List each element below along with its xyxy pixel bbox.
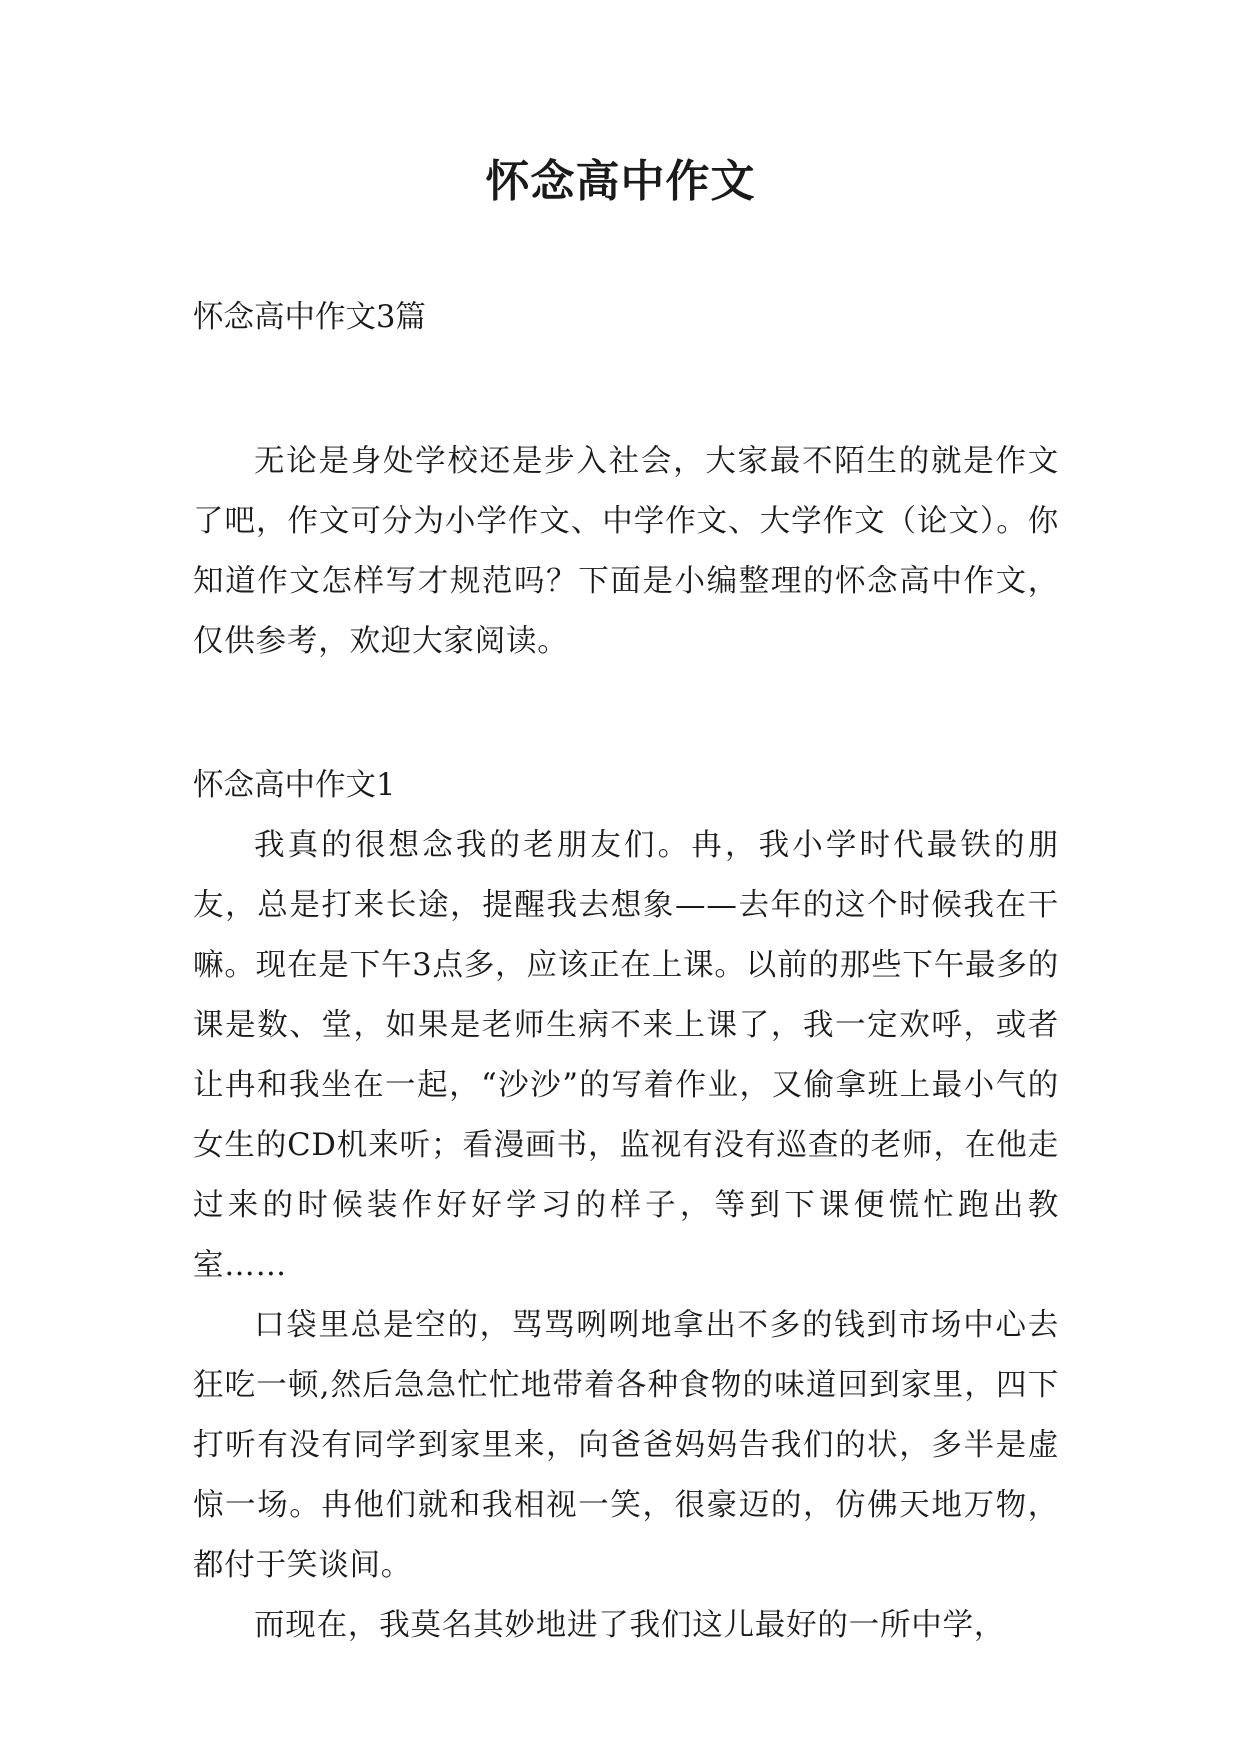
essay-1-paragraph-3: 而现在，我莫名其妙地进了我们这儿最好的一所中学，: [254, 1608, 1006, 1643]
intro-paragraph: 无论是身处学校还是步入社会，大家最不陌生的就是作文了吧，作文可分为小学作文、中学作文、大学作文（论文）。你知道作文怎样写才规范吗？下面是小编整理的怀念高中作文，仅供参考，欢迎大家阅读。: [193, 444, 1059, 659]
essay-1-heading: 怀念高中作文1: [193, 768, 396, 803]
essay-1-paragraph-1: 我真的很想念我的老朋友们。冉，我小学时代最铁的朋友，总是打来长途，提醒我去想象——去年的这个时候我在干嘛。现在是下午3点多，应该正在上课。以前的那些下午最多的课是数、堂，如果是老师生病不来上课了，我一定欢呼，或者让冉和我坐在一起，“沙沙”的写着作业，又偷拿班上最小气的女生的CD机来听；看漫画书，监视有没有巡查的老师，在他走过来的时候装作好好学习的样子，等到下课便慌忙跑出教室……: [193, 828, 1059, 1283]
collection-heading: 怀念高中作文3篇: [193, 300, 426, 335]
spacer: [193, 672, 1059, 756]
document-title: 怀念高中作文: [485, 156, 756, 207]
document-body: [193, 288, 1059, 1656]
essay-1-paragraph-2: 口袋里总是空的，骂骂咧咧地拿出不多的钱到市场中心去狂吃一顿,然后急急忙忙地带着各种食物的味道回到家里，四下打听有没有同学到家里来，向爸爸妈妈告我们的状，多半是虚惊一场。冉他们就和我相视一笑，很豪迈的，仿佛天地万物，都付于笑谈间。: [193, 1308, 1059, 1583]
spacer: [193, 348, 1059, 432]
